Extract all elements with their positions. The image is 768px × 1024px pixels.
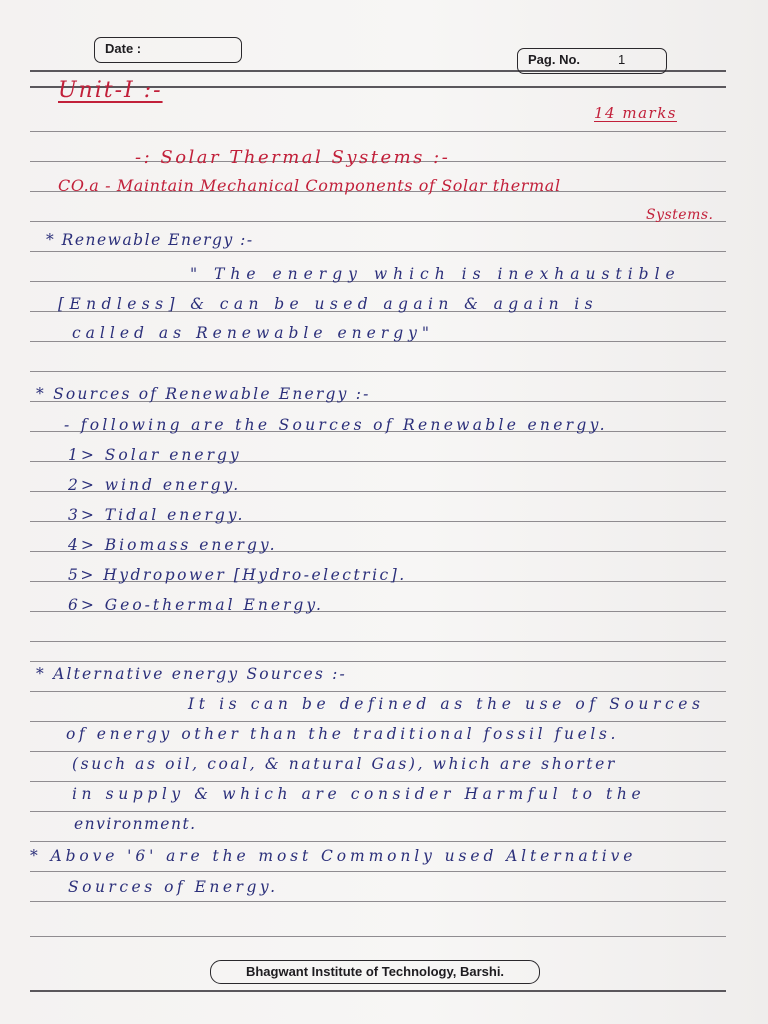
course-outcome-line-2: Systems. (646, 207, 714, 223)
ruled-line (30, 936, 726, 937)
alternative-line-4: in supply & which are consider Harmful to the (72, 785, 646, 803)
ruled-line (30, 371, 726, 372)
alternative-heading: * Alternative energy Sources :- (36, 665, 347, 683)
ruled-line (30, 871, 726, 872)
sources-heading: * Sources of Renewable Energy :- (36, 385, 371, 403)
date-label: Date : (105, 41, 142, 56)
ruled-line (30, 781, 726, 782)
ruled-line (30, 721, 726, 722)
page-number: 1 (618, 52, 626, 67)
ruled-line (30, 131, 726, 132)
renewable-definition-line-3: called as Renewable energy" (72, 324, 435, 342)
renewable-definition-line-2: [Endless] & can be used again & again is (58, 295, 598, 313)
date-box (94, 37, 242, 63)
alternative-line-3: (such as oil, coal, & natural Gas), which are shorter (72, 755, 617, 773)
alternative-line-5: environment. (74, 815, 197, 833)
alternative-line-2: of energy other than the traditional fossil fuels. (66, 725, 619, 743)
unit-marks: 14 marks (594, 104, 677, 122)
ruled-line (30, 221, 726, 222)
ruled-line (30, 691, 726, 692)
ruled-line (30, 841, 726, 842)
page-label: Pag. No. (528, 52, 581, 67)
ruled-line (30, 811, 726, 812)
ruled-line (30, 901, 726, 902)
ruled-line (30, 751, 726, 752)
alternative-note-line-2: Sources of Energy. (68, 878, 279, 896)
unit-title: Unit-I :- (58, 78, 163, 103)
institute-footer (210, 960, 540, 984)
sources-intro: - following are the Sources of Renewable energy. (64, 416, 608, 434)
alternative-note-line-1: * Above '6' are the most Commonly used Alternative (30, 847, 637, 865)
ruled-line (30, 661, 726, 662)
page-number-box (517, 48, 667, 74)
ruled-line (30, 641, 726, 642)
topic-title: -: Solar Thermal Systems :- (135, 147, 451, 168)
source-item: 4> Biomass energy. (68, 536, 278, 554)
source-item: 1> Solar energy (68, 446, 242, 464)
ruled-line (30, 251, 726, 252)
source-item: 3> Tidal energy. (68, 506, 246, 524)
source-item: 6> Geo-thermal Energy. (68, 596, 324, 614)
renewable-heading: * Renewable Energy :- (46, 231, 254, 249)
renewable-definition-line-1: " The energy which is inexhaustible (190, 265, 681, 283)
footer-rule (30, 990, 726, 992)
source-item: 2> wind energy. (68, 476, 242, 494)
source-item: 5> Hydropower [Hydro-electric]. (68, 566, 407, 584)
course-outcome-line-1: CO.a - Maintain Mechanical Components of Solar thermal (58, 176, 561, 195)
alternative-line-1: It is can be defined as the use of Sources (188, 695, 705, 713)
institute-name: Bhagwant Institute of Technology, Barshi. (245, 964, 505, 979)
